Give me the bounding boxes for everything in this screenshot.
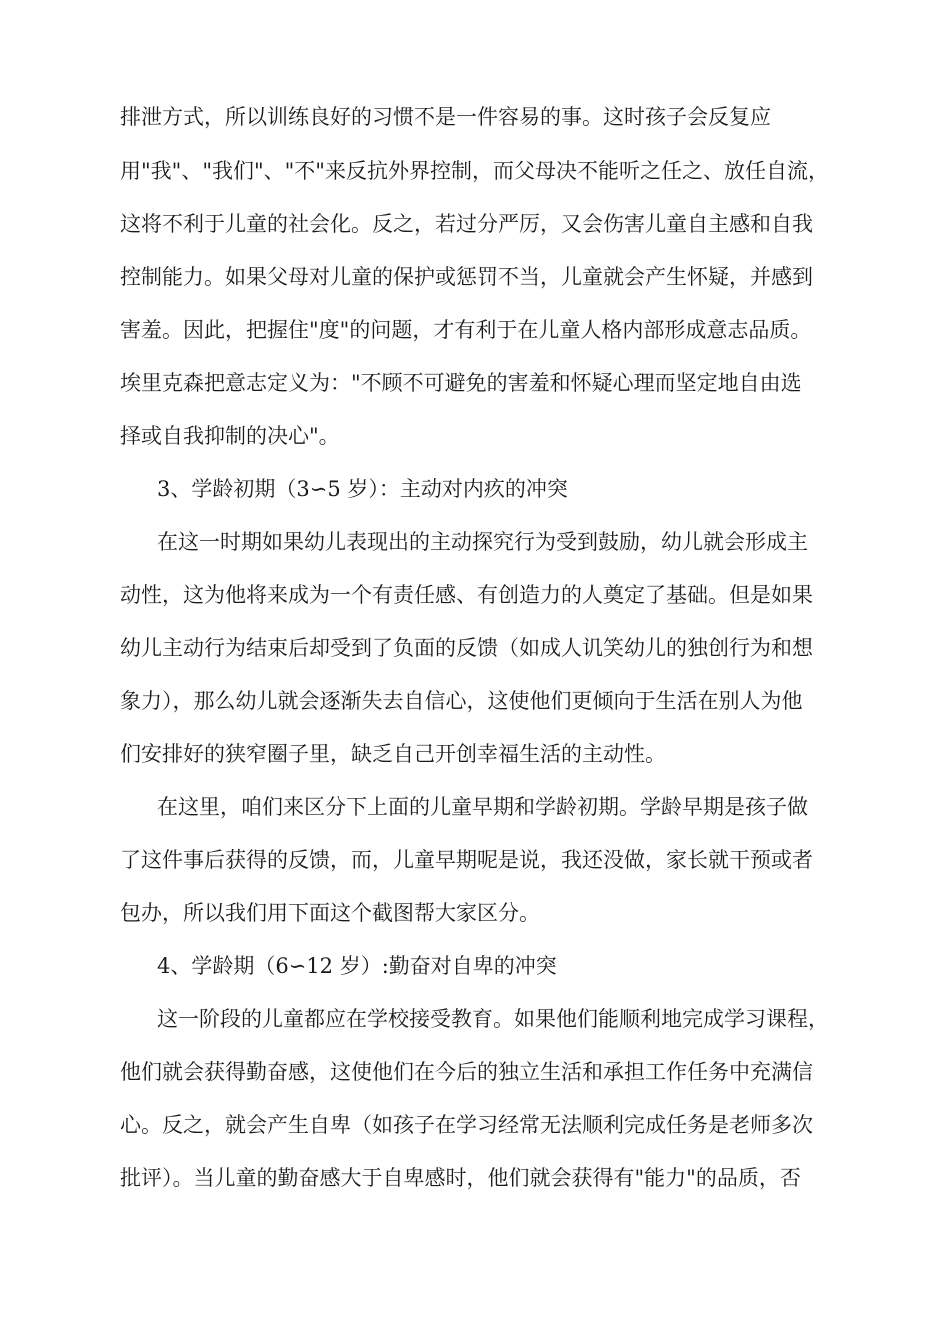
text-line: 在这里，咱们来区分下上面的儿童早期和学龄初期。学龄早期是孩子做 (157, 795, 808, 819)
section-heading: 3、学龄初期（3∽5 岁）：主动对内疚的冲突 (157, 477, 568, 501)
text-line: 动性，这为他将来成为一个有责任感、有创造力的人奠定了基础。但是如果 (120, 583, 813, 607)
text-line: 幼儿主动行为结束后却受到了负面的反馈（如成人讥笑幼儿的独创行为和想 (120, 636, 813, 660)
text-line: 这将不利于儿童的社会化。反之，若过分严厉，又会伤害儿童自主感和自我 (120, 212, 813, 236)
text-line: 在这一时期如果幼儿表现出的主动探究行为受到鼓励，幼儿就会形成主 (157, 530, 808, 554)
section-heading: 4、学龄期（6∽12 岁）:勤奋对自卑的冲突 (157, 954, 557, 978)
text-line: 包办，所以我们用下面这个截图帮大家区分。 (120, 901, 540, 925)
text-line: 心。反之，就会产生自卑（如孩子在学习经常无法顺利完成任务是老师多次 (120, 1113, 813, 1137)
text-line: 象力），那么幼儿就会逐渐失去自信心，这使他们更倾向于生活在别人为他 (120, 689, 803, 713)
text-line: 控制能力。如果父母对儿童的保护或惩罚不当，儿童就会产生怀疑，并感到 (120, 265, 813, 289)
text-line: 了这件事后获得的反馈，而，儿童早期呢是说，我还没做，家长就干预或者 (120, 848, 813, 872)
text-line: 害羞。因此，把握住"度"的问题，才有利于在儿童人格内部形成意志品质。 (120, 318, 812, 342)
text-line: 择或自我抑制的决心"。 (120, 424, 340, 448)
text-line: 排泄方式，所以训练良好的习惯不是一件容易的事。这时孩子会反复应 (120, 105, 771, 129)
text-line: 埃里克森把意志定义为："不顾不可避免的害羞和怀疑心理而坚定地自由选 (120, 371, 802, 395)
text-line: 用"我"、"我们"、"不"来反抗外界控制，而父母决不能听之任之、放任自流， (120, 159, 829, 183)
text-line: 们安排好的狭窄圈子里，缺乏自己开创幸福生活的主动性。 (120, 742, 666, 766)
text-line: 他们就会获得勤奋感，这使他们在今后的独立生活和承担工作任务中充满信 (120, 1060, 813, 1084)
text-line: 这一阶段的儿童都应在学校接受教育。如果他们能顺利地完成学习课程， (157, 1007, 829, 1031)
text-line: 批评）。当儿童的勤奋感大于自卑感时，他们就会获得有"能力"的品质，否 (120, 1166, 801, 1190)
